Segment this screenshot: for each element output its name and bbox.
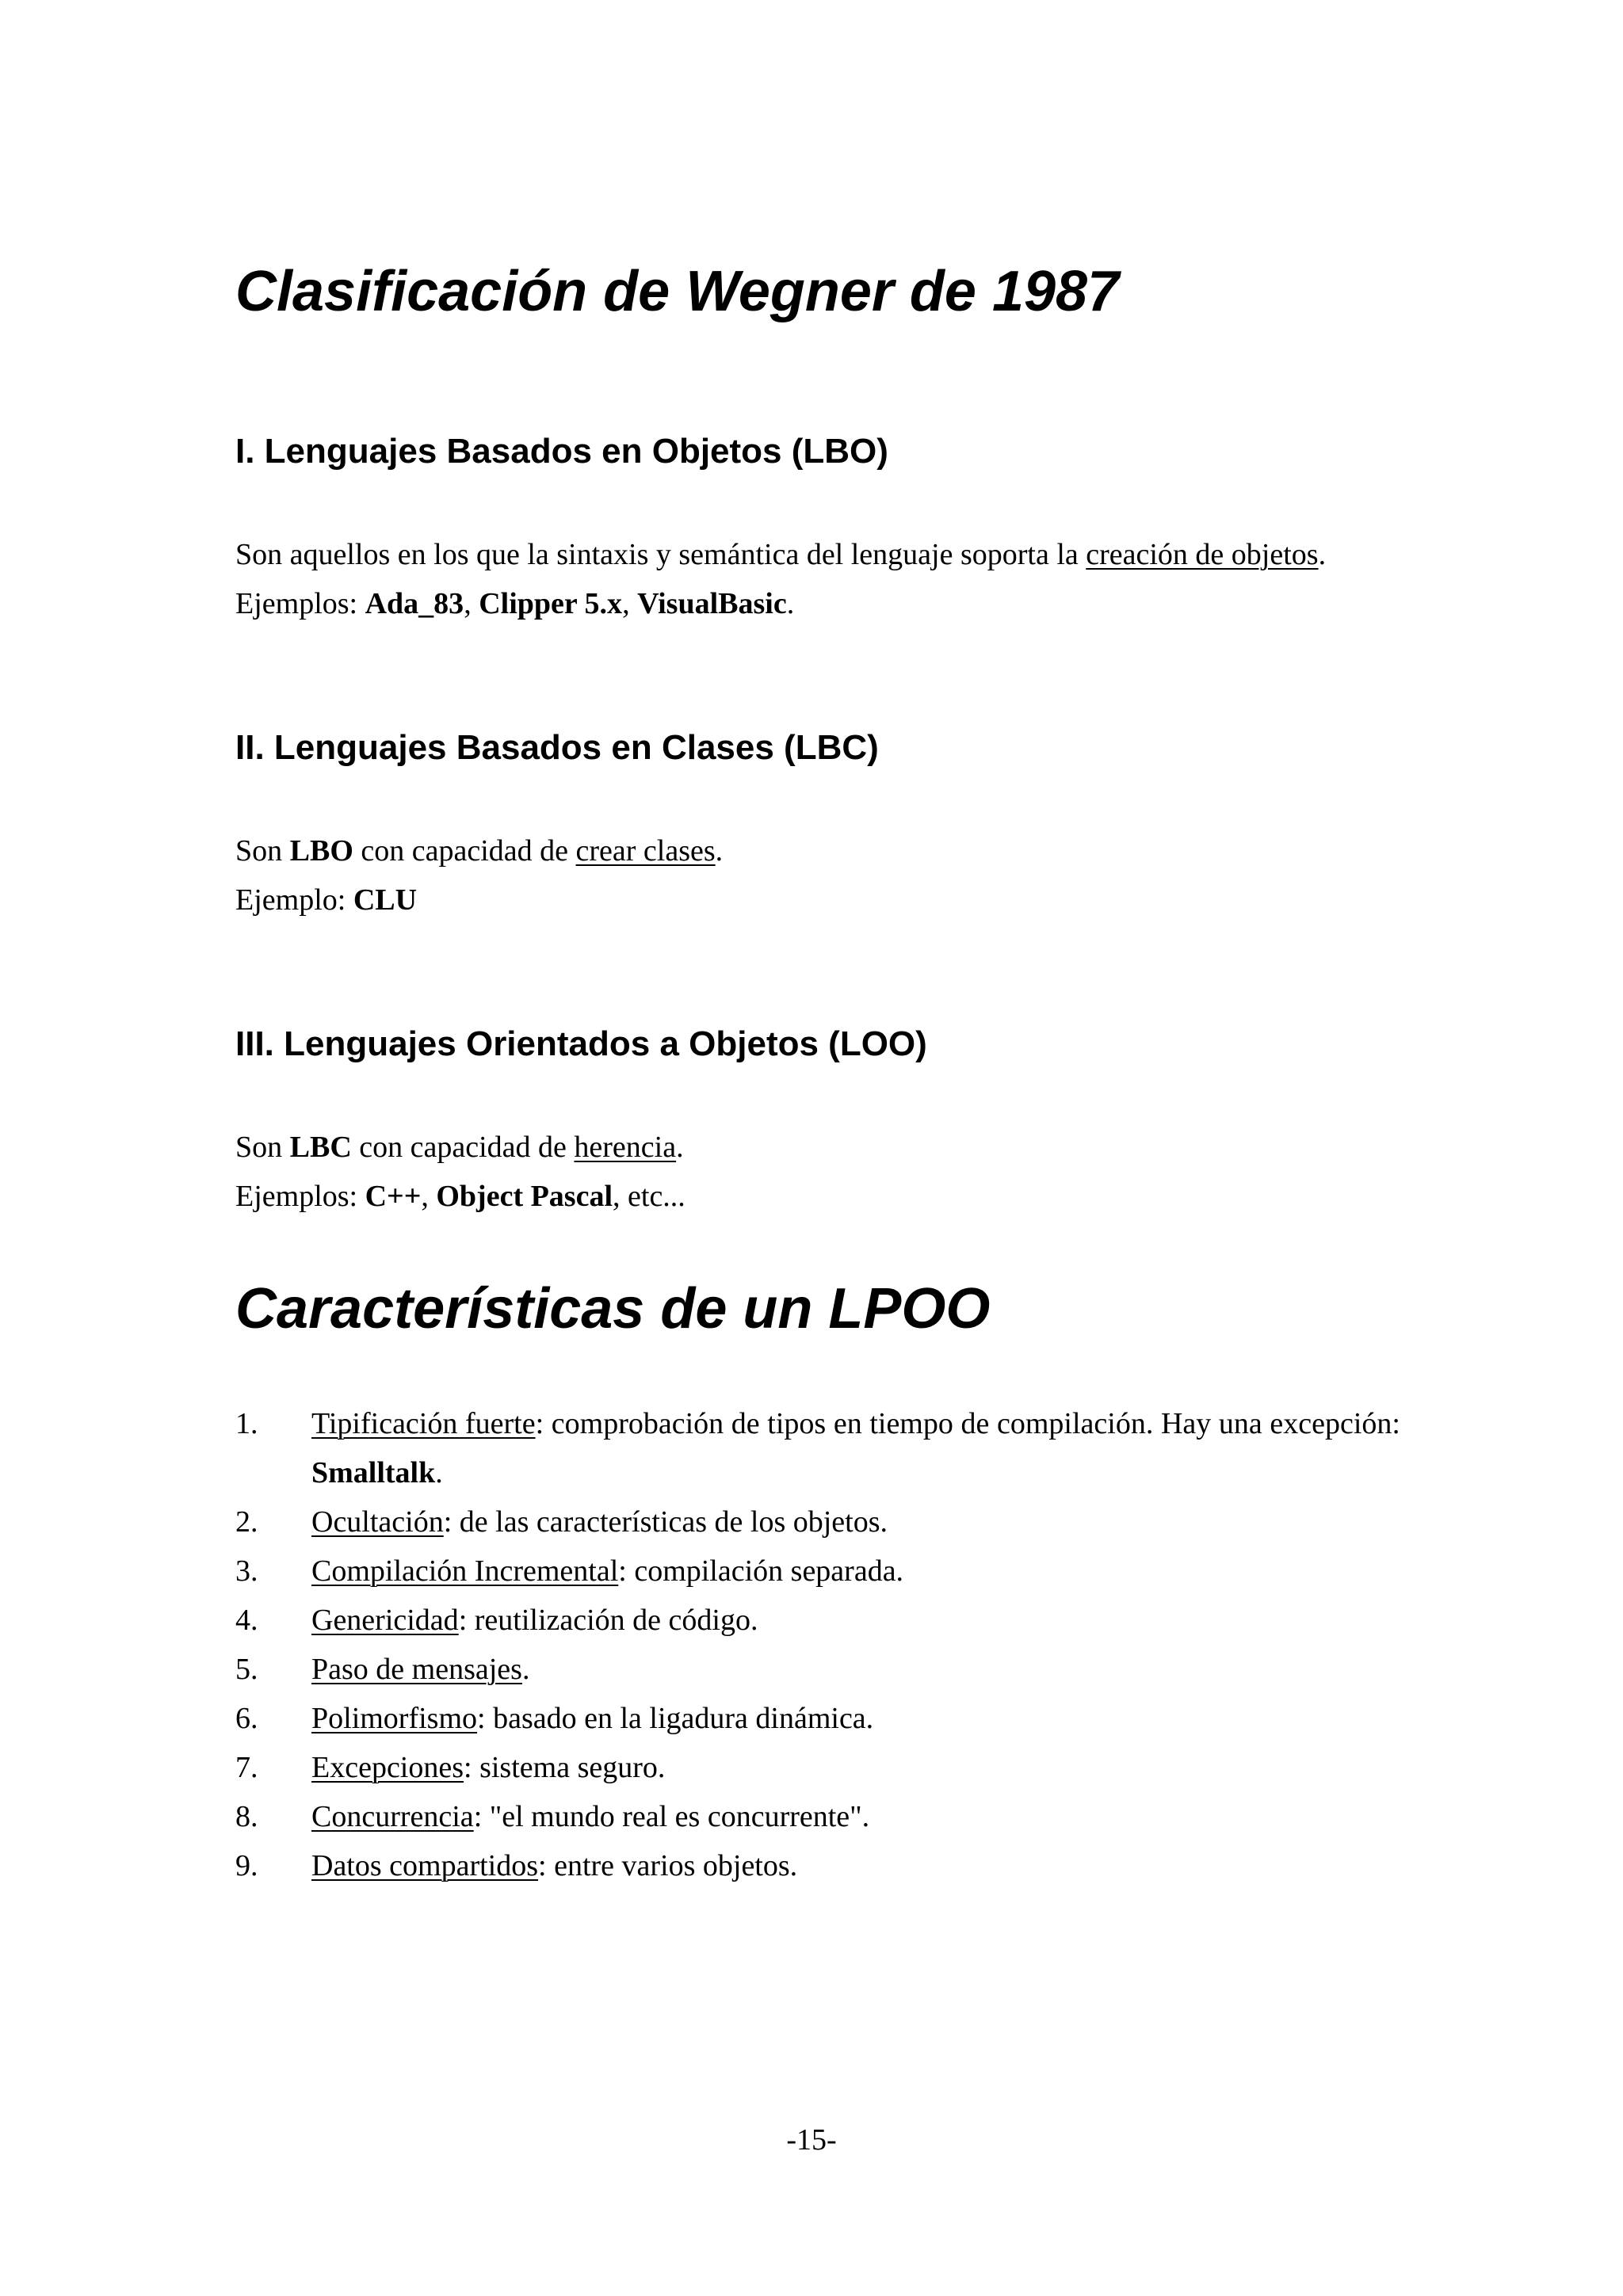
lbo-example: VisualBasic	[637, 587, 787, 620]
lbo-examples-end: .	[786, 587, 795, 620]
list-item-term: Compilación Incremental	[311, 1554, 619, 1588]
loo-examples-end: , etc...	[613, 1180, 685, 1213]
section-title-wegner: Clasificación de Wegner de 1987	[235, 260, 1120, 323]
lbo-examples-label: Ejemplos:	[235, 587, 365, 620]
list-item	[235, 1792, 1400, 1841]
list-item-term: Ocultación	[311, 1505, 444, 1539]
loo-definition	[235, 1129, 684, 1165]
list-item-description: : sistema seguro.	[464, 1751, 666, 1784]
list-item-number: 7.	[235, 1751, 258, 1784]
list-item-description: : de las características de los objetos.	[443, 1505, 888, 1539]
lbo-examples-sep: ,	[622, 587, 638, 620]
list-item-number: 4.	[235, 1604, 258, 1637]
list-item-term: Concurrencia	[311, 1800, 474, 1833]
list-item-description: : compilación separada.	[618, 1554, 904, 1588]
list-item-description: : entre varios objetos.	[538, 1849, 798, 1882]
loo-definition-text: Son	[235, 1131, 290, 1164]
section-title-caracteristicas: Características de un LPOO	[235, 1277, 991, 1341]
lbc-example-label: Ejemplo:	[235, 883, 353, 917]
lbc-definition-text: Son	[235, 834, 290, 868]
lbc-example-value: CLU	[353, 883, 418, 917]
list-item-term: Datos compartidos	[311, 1849, 539, 1882]
loo-term-link: herencia	[574, 1131, 677, 1164]
list-item-text	[311, 1399, 1400, 1497]
list-item-description: : comprobación de tipos en tiempo de compilación. Hay una excepción:	[535, 1407, 1400, 1440]
lbo-term-link: creación de objetos	[1086, 538, 1319, 571]
loo-examples-sep: ,	[421, 1180, 437, 1213]
list-item-text	[311, 1645, 1400, 1694]
list-item-term: Tipificación fuerte	[311, 1407, 536, 1440]
list-item	[235, 1596, 1400, 1645]
lbo-example: Clipper 5.x	[479, 587, 623, 620]
list-item-number: 5.	[235, 1653, 258, 1686]
lbo-definition-end: .	[1318, 538, 1327, 571]
subsection-heading-lbo: I. Lenguajes Basados en Objetos (LBO)	[235, 432, 888, 471]
list-item	[235, 1399, 1400, 1497]
list-item-number: 9.	[235, 1849, 258, 1882]
list-item	[235, 1694, 1400, 1743]
list-item-text	[311, 1596, 1400, 1645]
subsection-heading-lbc: II. Lenguajes Basados en Clases (LBC)	[235, 728, 879, 767]
list-item	[235, 1841, 1400, 1890]
list-item-number: 3.	[235, 1554, 258, 1588]
list-item-description: .	[521, 1653, 530, 1686]
list-item-number: 1.	[235, 1407, 258, 1440]
loo-example: C++	[365, 1180, 422, 1213]
list-item-term: Paso de mensajes	[311, 1653, 522, 1686]
list-item	[235, 1547, 1400, 1596]
lbc-bold-term: LBO	[289, 834, 353, 868]
list-item-number: 8.	[235, 1800, 258, 1833]
list-item-term: Polimorfismo	[311, 1702, 478, 1735]
list-item-end: .	[435, 1456, 443, 1489]
list-item	[235, 1743, 1400, 1792]
loo-definition-end: .	[676, 1131, 684, 1164]
lbo-example: Ada_83	[365, 587, 464, 620]
lbc-definition-mid: con capacidad de	[353, 834, 576, 868]
loo-examples-label: Ejemplos:	[235, 1180, 365, 1213]
loo-example: Object Pascal	[436, 1180, 613, 1213]
lbc-definition-end: .	[715, 834, 724, 868]
list-item-number: 6.	[235, 1702, 258, 1735]
list-item-term: Genericidad	[311, 1604, 459, 1637]
list-item-text	[311, 1497, 1400, 1547]
characteristics-list	[235, 1399, 1400, 1890]
list-item-text	[311, 1792, 1400, 1841]
list-item-text	[311, 1547, 1400, 1596]
loo-bold-term: LBC	[289, 1131, 352, 1164]
list-item-term: Excepciones	[311, 1751, 464, 1784]
lbo-examples	[235, 585, 794, 622]
page-number: -15-	[786, 2123, 837, 2157]
list-item-bold: Smalltalk	[311, 1456, 436, 1489]
loo-examples	[235, 1178, 685, 1215]
list-item-description: : "el mundo real es concurrente".	[473, 1800, 870, 1833]
lbo-definition	[235, 536, 1326, 573]
list-item-description: : reutilización de código.	[458, 1604, 758, 1637]
list-item-description: : basado en la ligadura dinámica.	[477, 1702, 874, 1735]
list-item-text	[311, 1743, 1400, 1792]
list-item-text	[311, 1841, 1400, 1890]
lbo-definition-text: Son aquellos en los que la sintaxis y semántica del lenguaje soporta la	[235, 538, 1086, 571]
subsection-heading-loo: III. Lenguajes Orientados a Objetos (LOO)	[235, 1024, 927, 1063]
list-item	[235, 1497, 1400, 1547]
lbo-examples-sep: ,	[464, 587, 479, 620]
loo-definition-mid: con capacidad de	[351, 1131, 575, 1164]
lbc-definition	[235, 833, 723, 869]
lbc-example	[235, 882, 417, 918]
lbc-term-link: crear clases	[575, 834, 716, 868]
list-item-text	[311, 1694, 1400, 1743]
list-item	[235, 1645, 1400, 1694]
list-item-number: 2.	[235, 1505, 258, 1539]
